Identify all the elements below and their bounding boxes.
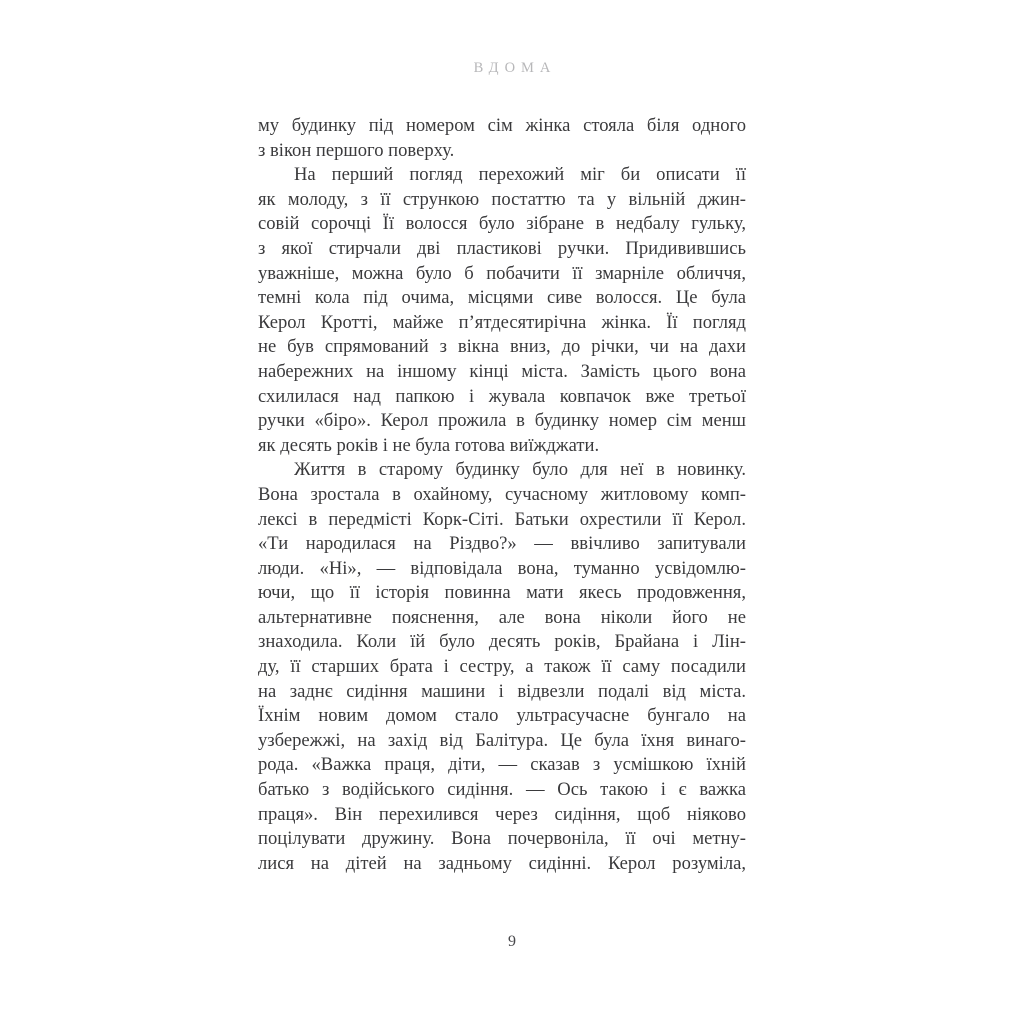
text-line: з якої стирчали дві пластикові ручки. Придивившись	[258, 237, 746, 259]
text-line: набережних на іншому кінці міста. Замість цього вона	[258, 360, 746, 382]
text-line: на заднє сидіння машини і відвезли подалі від міста.	[258, 680, 746, 702]
text-line: лися на дітей на задньому сидінні. Керол розуміла,	[258, 852, 746, 874]
text-line: ючи, що її історія повинна мати якесь продовження,	[258, 582, 746, 604]
text-line: схилилася над папкою і жувала ковпачок вже третьої	[258, 385, 746, 407]
text-line: не був спрямований з вікна вниз, до річки, чи на дахи	[258, 336, 746, 358]
text-line: праця». Він перехилився через сидіння, щоб ніяково	[258, 803, 746, 825]
page-number: 9	[508, 933, 516, 950]
body-text	[258, 114, 746, 876]
text-line: На перший погляд перехожий міг би описати її	[294, 164, 746, 186]
text-line: Вона зростала в охайному, сучасному житловому комп-	[258, 483, 746, 505]
text-line: з вікон першого поверху.	[258, 139, 455, 161]
text-line: люди. «Ні», — відповідала вона, туманно усвідомлю-	[258, 557, 746, 579]
text-line: як десять років і не була готова виїжджати.	[258, 434, 600, 456]
running-header: ВДОМА	[473, 60, 557, 76]
text-line: як молоду, з її стрункою постаттю та у вільній джин-	[258, 188, 746, 210]
text-line: «Ти народилася на Різдво?» — ввічливо запитували	[258, 533, 746, 555]
text-line: ду, її старших брата і сестру, а також її саму посадили	[258, 656, 746, 678]
text-line: ручки «біро». Керол прожила в будинку номер сім менш	[258, 410, 746, 432]
text-line: знаходила. Коли їй було десять років, Брайана і Лін-	[258, 631, 746, 653]
text-line: альтернативне пояснення, але вона ніколи його не	[258, 606, 746, 628]
text-line: поцілувати дружину. Вона почервоніла, її очі метну-	[258, 828, 746, 850]
text-line: лексі в передмісті Корк-Сіті. Батьки охрестили її Керол.	[258, 508, 746, 530]
text-line: совій сорочці Її волосся було зібране в недбалу гульку,	[258, 213, 746, 235]
text-line: му будинку під номером сім жінка стояла біля одного	[258, 115, 746, 136]
text-line: уважніше, можна було б побачити її змарніле обличчя,	[258, 262, 746, 284]
text-line: Керол Кротті, майже п’ятдесятирічна жінка. Її погляд	[258, 311, 746, 333]
text-line: рода. «Важка праця, діти, — сказав з усмішкою їхній	[258, 754, 746, 776]
text-line: темні кола під очима, місцями сиве волосся. Це була	[258, 287, 746, 309]
text-line: Їхнім новим домом стало ультрасучасне бунгало на	[258, 705, 746, 727]
text-line: батько з водійського сидіння. — Ось такою і є важка	[258, 779, 746, 801]
text-line: Життя в старому будинку було для неї в новинку.	[294, 459, 746, 481]
text-line: узбережжі, на захід від Балітура. Це була їхня винаго-	[258, 729, 746, 751]
